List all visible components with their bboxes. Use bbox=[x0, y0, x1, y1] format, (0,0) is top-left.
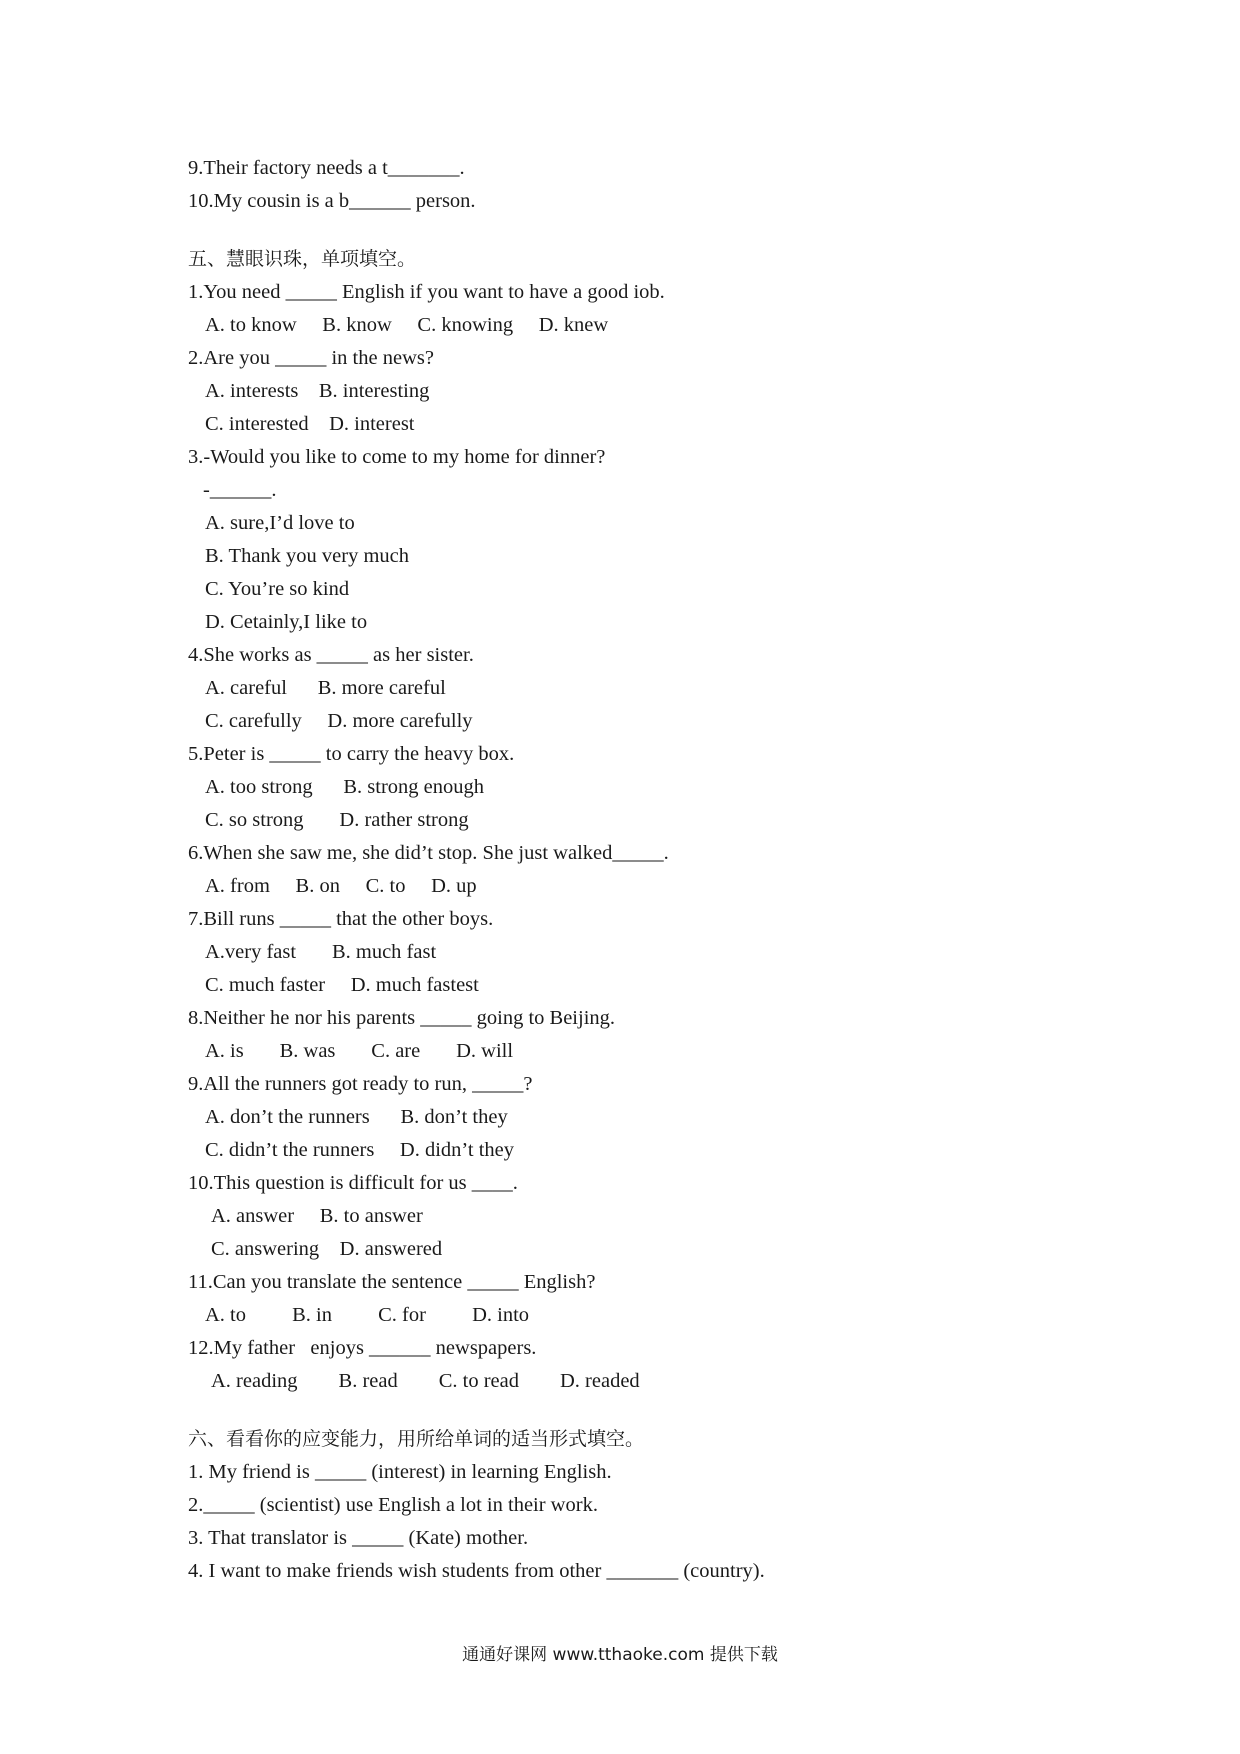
mc-question-4-options-ab: A. careful B. more careful bbox=[205, 677, 446, 699]
mc-question-2: 2.Are you _____ in the news? bbox=[188, 347, 434, 369]
mc-question-2-options-cd: C. interested D. interest bbox=[205, 413, 415, 435]
word-form-item-1: 1. My friend is _____ (interest) in learning English. bbox=[188, 1461, 612, 1483]
word-form-item-2: 2._____ (scientist) use English a lot in their work. bbox=[188, 1494, 598, 1516]
mc-question-1: 1.You need _____ English if you want to have a good iob. bbox=[188, 281, 665, 303]
mc-question-4: 4.She works as _____ as her sister. bbox=[188, 644, 474, 666]
mc-question-10-options-ab: A. answer B. to answer bbox=[211, 1205, 423, 1227]
mc-question-7-options-ab: A.very fast B. much fast bbox=[205, 941, 437, 963]
mc-question-12: 12.My father enjoys ______ newspapers. bbox=[188, 1337, 537, 1359]
mc-question-4-options-cd: C. carefully D. more carefully bbox=[205, 710, 473, 732]
mc-question-7: 7.Bill runs _____ that the other boys. bbox=[188, 908, 494, 930]
mc-question-3-option-d: D. Cetainly,I like to bbox=[205, 611, 368, 633]
mc-question-5-options-cd: C. so strong D. rather strong bbox=[205, 809, 469, 831]
mc-question-11: 11.Can you translate the sentence _____ English? bbox=[188, 1271, 596, 1293]
question-10-fill-in: 10.My cousin is a b______ person. bbox=[188, 190, 476, 212]
mc-question-8-options: A. is B. was C. are D. will bbox=[205, 1040, 514, 1062]
page-footer: 通通好课网 www.tthaoke.com 提供下载 bbox=[462, 1645, 778, 1665]
section-5-heading: 五、慧眼识珠，单项填空。 bbox=[188, 248, 417, 270]
worksheet-page bbox=[188, 152, 1088, 1588]
mc-question-10: 10.This question is difficult for us ____. bbox=[188, 1172, 518, 1194]
mc-question-2-options-ab: A. interests B. interesting bbox=[205, 380, 430, 402]
mc-question-6-options: A. from B. on C. to D. up bbox=[205, 875, 477, 897]
mc-question-5-options-ab: A. too strong B. strong enough bbox=[205, 776, 485, 798]
mc-question-3-option-a: A. sure,I’d love to bbox=[205, 512, 355, 534]
mc-question-12-options: A. reading B. read C. to read D. readed bbox=[211, 1370, 640, 1392]
mc-question-3-option-c: C. You’re so kind bbox=[205, 578, 350, 600]
section-6-heading: 六、看看你的应变能力，用所给单词的适当形式填空。 bbox=[188, 1428, 645, 1450]
mc-question-7-options-cd: C. much faster D. much fastest bbox=[205, 974, 479, 996]
mc-question-6: 6.When she saw me, she did’t stop. She just walked_____. bbox=[188, 842, 669, 864]
mc-question-3-option-b: B. Thank you very much bbox=[205, 545, 410, 567]
mc-question-8: 8.Neither he nor his parents _____ going to Beijing. bbox=[188, 1007, 616, 1029]
mc-question-10-options-cd: C. answering D. answered bbox=[211, 1238, 443, 1260]
mc-question-9-options-cd: C. didn’t the runners D. didn’t they bbox=[205, 1139, 514, 1161]
mc-question-3-reply-blank: -______. bbox=[203, 479, 277, 501]
mc-question-3: 3.-Would you like to come to my home for dinner? bbox=[188, 446, 606, 468]
mc-question-11-options: A. to B. in C. for D. into bbox=[205, 1304, 530, 1326]
word-form-item-3: 3. That translator is _____ (Kate) mother. bbox=[188, 1527, 529, 1549]
mc-question-1-options: A. to know B. know C. knowing D. knew bbox=[205, 314, 609, 336]
question-9-fill-in: 9.Their factory needs a t_______. bbox=[188, 157, 465, 179]
word-form-item-4: 4. I want to make friends wish students from other _______ (country). bbox=[188, 1560, 765, 1582]
mc-question-9-options-ab: A. don’t the runners B. don’t they bbox=[205, 1106, 508, 1128]
mc-question-9: 9.All the runners got ready to run, _____? bbox=[188, 1073, 533, 1095]
mc-question-5: 5.Peter is _____ to carry the heavy box. bbox=[188, 743, 515, 765]
